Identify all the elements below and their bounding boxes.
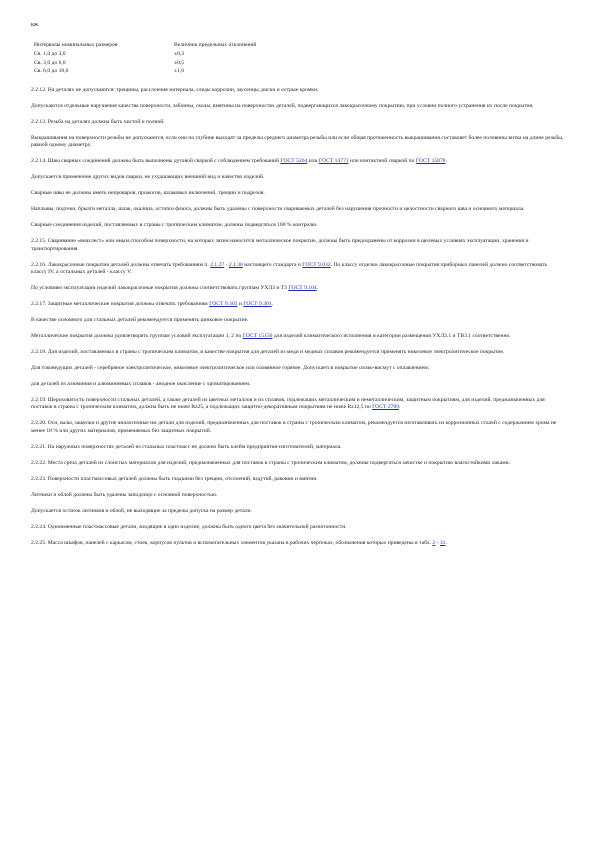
- paragraph: [31, 317, 564, 324]
- paragraph: [31, 524, 564, 531]
- paragraph-text: 2.2.19. Шероховатость поверхности стальных деталей, а также деталей из цветных металлов и их сплавов, подлежащих металлическим и неметаллическим, защитным покрытиям, для изделий, предназначенных для поставок в страны с тропическим климатом, должна быть не ниже Rz25, а подлежащих защитно-декоративным покрытиям не ниже Rz12,5 по: [31, 397, 545, 411]
- table-row: [34, 68, 256, 77]
- table-cell: ±1,0: [174, 68, 185, 75]
- document-page: [31, 22, 564, 556]
- paragraph: [31, 87, 564, 94]
- paragraph-text: 2.2.18. Для изделий, поставляемых в страны с тропическим климатом, в качестве покрытия для деталей из меди и медных сплавов рекомендуется применять никелевое электролитическое покрытие.: [31, 349, 505, 355]
- page-header: кж: [31, 22, 39, 28]
- paragraph: [31, 460, 564, 467]
- paragraph: [31, 158, 564, 165]
- paragraph: [31, 397, 564, 412]
- paragraph-text: 2.2.17. Защитные металлические покрытия должны отвечать требованиям: [31, 301, 210, 307]
- standard-link[interactable]: 2.1.27: [210, 261, 225, 268]
- paragraph: [31, 492, 564, 499]
- document-body: [31, 87, 564, 547]
- paragraph-text: .: [316, 285, 319, 291]
- paragraph-text: . По классу отделки лакокрасочные покрытия приборных панелей должно соответствовать классу IV, а остальных деталей - классу V.: [31, 261, 548, 275]
- table-cell: ±0,3: [174, 51, 185, 57]
- paragraph: [31, 349, 564, 356]
- paragraph-text: для изделий климатического исполнения и категории размещения УХЛ3.1 и ТВ3.1 соответственно.: [272, 333, 511, 339]
- standard-link[interactable]: ГОСТ 9.303: [209, 301, 238, 307]
- standard-link[interactable]: ГОСТ 9.032: [302, 261, 331, 268]
- paragraph-text: настоящего стандарта и: [242, 261, 303, 268]
- paragraph-text: .: [445, 158, 447, 165]
- standard-link[interactable]: ГОСТ 9.104: [288, 285, 317, 291]
- standard-link[interactable]: 2.1.30: [228, 261, 243, 268]
- paragraph-text: и: [237, 301, 244, 307]
- standard-link[interactable]: ГОСТ 15878: [415, 158, 446, 165]
- table-row: [34, 60, 256, 69]
- paragraph: [31, 476, 564, 483]
- paragraph-text: 2.2.24. Одноименные пластмассовые детали, входящие в одно изделие, должны быть одного цвета без значительной разнотонности.: [31, 523, 347, 530]
- paragraph-text: В качестве основного для стальных деталей рекомендуется применять цинковое покрытие.: [31, 317, 249, 323]
- paragraph-text: 2.2.25. Масса шкафов, панелей с каркасом, стоек, корпусов пультов и вспомогательных элементов указана в рабочих чертежах, обозначения которых приведены в табл.: [31, 539, 433, 546]
- paragraph: [31, 333, 564, 340]
- paragraph-text: По условиям эксплуатации изделий лакокрасочные покрытия должны соответствовать группам УХЛ3 и Т3: [31, 285, 289, 291]
- paragraph-text: .: [271, 301, 273, 307]
- paragraph: [31, 262, 564, 277]
- paragraph-text: для деталей из алюминия и алюминиевых сплавов - анодное окисление с хроматированием.: [31, 381, 251, 387]
- paragraph-text: 2.2.13. Резьба на деталях должна быть чистой и полной.: [31, 118, 165, 125]
- standard-link[interactable]: ГОСТ 9.301: [243, 301, 272, 307]
- paragraph: [31, 508, 564, 515]
- paragraph-text: Сварные соединения изделий, поставляемых в страны с тропическим климатом, должны подвергаться 100 % контролю.: [31, 222, 318, 229]
- paragraph: [31, 222, 564, 229]
- table-header-cell: Интервалы номинальных размеров: [34, 42, 118, 49]
- standard-link[interactable]: 2: [432, 539, 436, 546]
- table-header-cell: Величина предельных отклонений: [174, 42, 257, 49]
- paragraph-text: 2.2.15. Сваривание «внахлест» или иным способом поверхности, на которых затем наносится металлическое покрытие, должны быть предохранены от коррозии в щелевых условиях эксплуатации, хранения и транспортирования.: [31, 238, 529, 252]
- paragraph-text: Допускается применение других видов сварки, не ухудшающих внешний вид и качество изделий.: [31, 174, 265, 181]
- paragraph-text: 2.2.22. Места среза деталей из слоистых материалов для изделий, предназначенных для поставок в страны с тропическим климатом, должны подвергаться зачистке и покрытию влагостойкими лаками.: [31, 459, 511, 466]
- paragraph-text: 2.2.20. Оси, валы, защелки и другие аналогичные им детали для изделий, предназначенных для поставок в страны с тропическим климатом, рекомендуется изготавливать из коррозионных сталей с содержанием хрома не менее 18 % или других материалов, применяемых без защитных покрытий.: [31, 420, 557, 434]
- paragraph: [31, 119, 564, 126]
- table-header-row: [34, 42, 256, 51]
- paragraph-text: 2.2.14. Швы сварных соединений должны быть выполнены дуговой сваркой с соблюдением требований: [31, 158, 281, 165]
- paragraph: [31, 103, 564, 110]
- paragraph-text: Литники и облой должны быть удалены заподлицо с основной поверхностью.: [31, 491, 218, 498]
- paragraph-text: 2.2.23. Поверхности пластмассовых деталей должны быть гладкими без трещин, отслоений, вздутий, раковин и вмятин.: [31, 475, 318, 482]
- paragraph-text: Допускаются отдельные нарушения качества поверхности, забоины, сколы, вмятины на поверхностях деталей, подвергающихся лакокрасочному покрытию, при условии полного устранения их после покрытия.: [31, 102, 534, 109]
- paragraph-text: Сварные швы не должны иметь непроваров, прожогов, шлаковых включений, трещин и подрезов.: [31, 190, 265, 197]
- paragraph-text: 2.2.21. На наружных поверхностях деталей из стальных пластмасс не должно быть клейм предприятия-изготовителей, материала.: [31, 443, 342, 450]
- paragraph-text: Для токоведущих деталей - серебряное электролитическое, никелевое электролитическое или оловянное горячее. Допускается покрытие олово-висмут с оплавлением;: [31, 365, 430, 371]
- paragraph: [31, 365, 564, 372]
- paragraph-text: .: [445, 539, 447, 546]
- paragraph-text: -: [224, 261, 229, 268]
- paragraph-text: или контактной сваркой по: [348, 158, 416, 165]
- paragraph: [31, 190, 564, 197]
- table-cell: ±0,5: [174, 59, 185, 66]
- tolerance-table: [34, 42, 256, 76]
- paragraph-text: 2.2.12. На деталях не допускаются: трещины, расслоения материала, следы коррозии, заусенцы, риски и острые кромки.: [31, 86, 319, 93]
- paragraph: [31, 238, 564, 253]
- paragraph: [31, 301, 564, 308]
- paragraph-text: Наплывы, подтеки, брызги металла, шлак, окалина, остатки флюса, должны быть удалены с поверхности свариваемых деталей без нарушения прочности и целостности сварного шва и основного материала.: [31, 206, 525, 213]
- paragraph-text: .: [399, 404, 401, 411]
- paragraph-text: или: [307, 158, 319, 165]
- paragraph: [31, 285, 564, 292]
- standard-link[interactable]: ГОСТ 5264: [280, 158, 308, 165]
- paragraph-text: Выкрашивания на поверхности резьбы не допускаются, если они по глубине выходят за пределы среднего диаметра резьбы или если общая протяженность выкрашивания составляет более половины витка на длине резьбы, равной одному диаметру.: [31, 134, 564, 149]
- paragraph-text: Металлические покрытия должны удовлетворять группам условий эксплуатации 1, 2 по: [31, 333, 243, 339]
- paragraph: [31, 444, 564, 451]
- paragraph: [31, 135, 564, 150]
- standard-link[interactable]: ГОСТ 15150: [242, 333, 273, 339]
- paragraph: [31, 174, 564, 181]
- paragraph: [31, 540, 564, 547]
- paragraph-text: -: [435, 539, 440, 546]
- paragraph-text: 2.2.16. Лакокрасочные покрытия деталей должны отвечать требованиям п.: [31, 261, 211, 268]
- standard-link[interactable]: ГОСТ 14771: [318, 158, 349, 165]
- table-cell: Св. 1,0 до 3,0: [34, 51, 66, 57]
- table-row: [34, 51, 256, 60]
- table-cell: Св. 3,0 до 6,0: [34, 59, 66, 66]
- standard-link[interactable]: 31: [439, 539, 446, 546]
- paragraph: [31, 206, 564, 213]
- table-cell: Св. 6,0 до 18,0: [34, 68, 69, 75]
- paragraph: [31, 381, 564, 388]
- paragraph-text: Допускается остаток литников и облой, не выходящие за пределы допуска на размер детали.: [31, 507, 252, 514]
- standard-link[interactable]: ГОСТ 2789: [372, 404, 400, 411]
- paragraph: [31, 420, 564, 435]
